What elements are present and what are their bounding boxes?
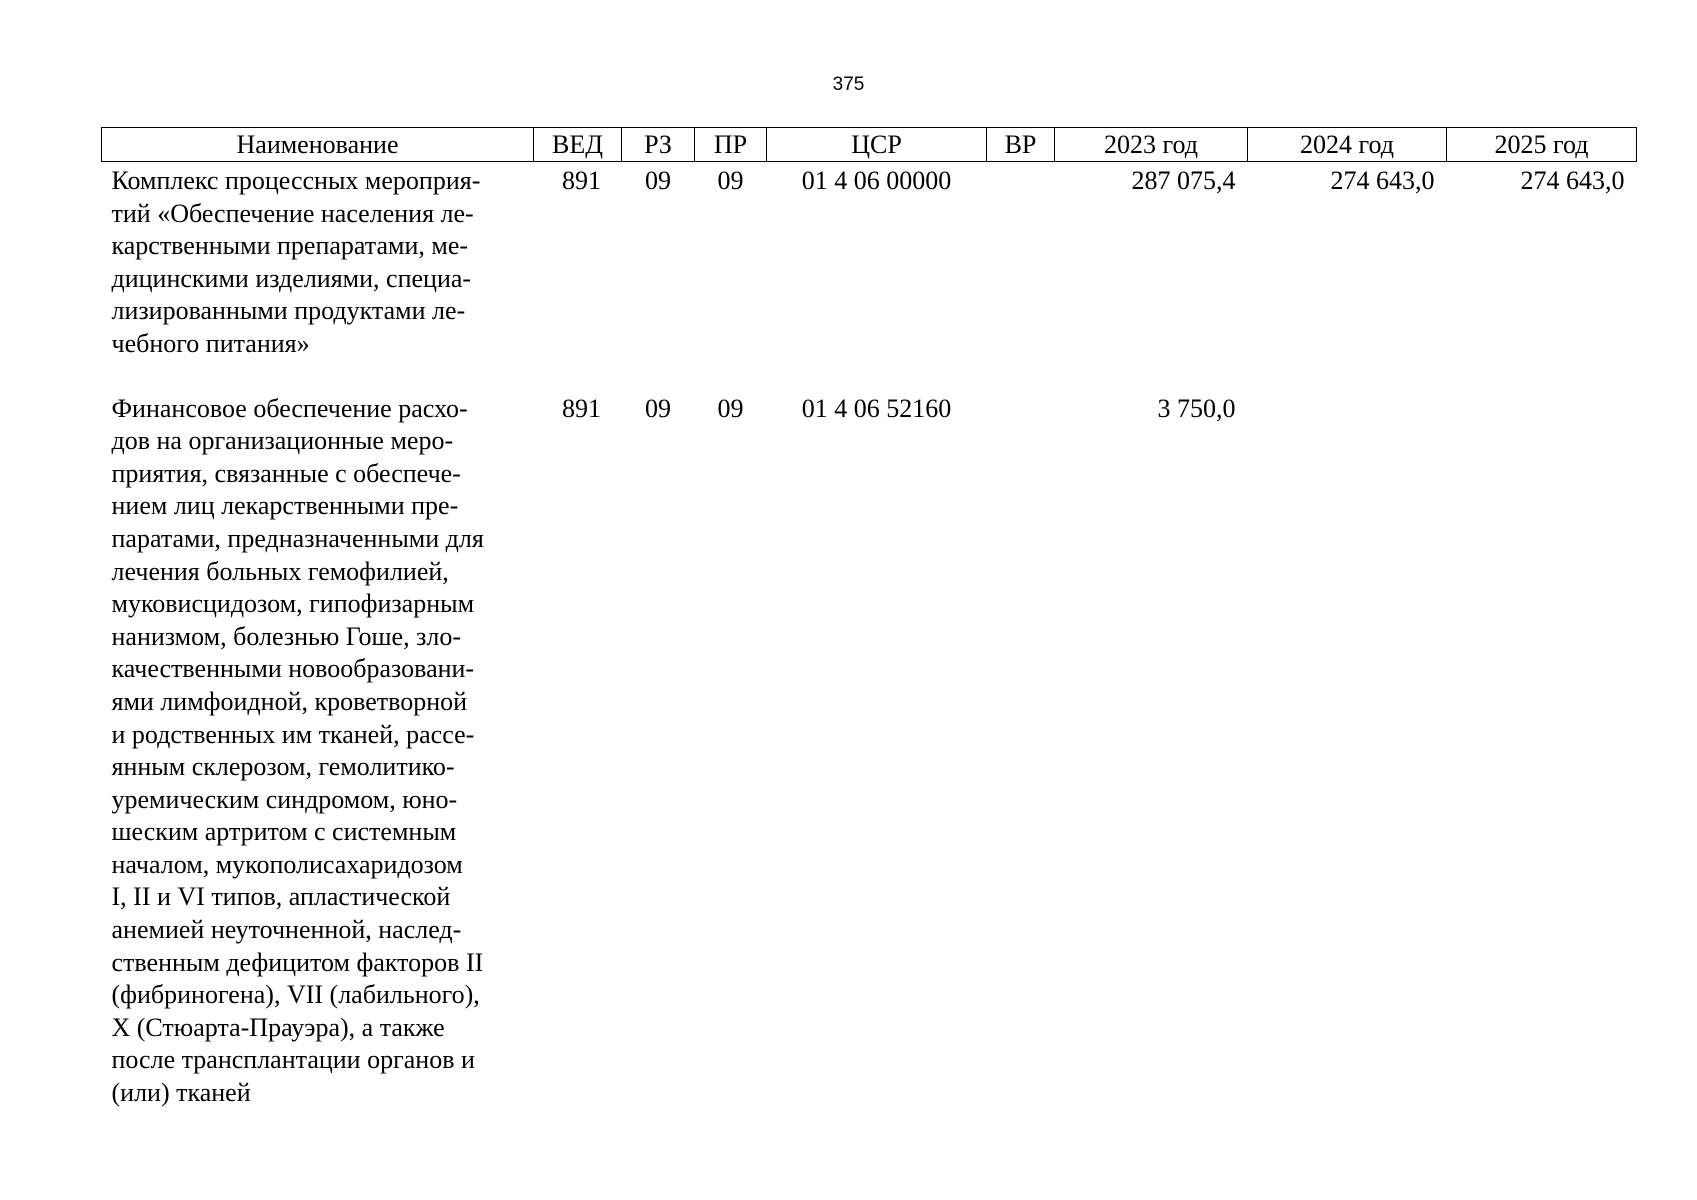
row-2023: 287 075,4 [1131, 166, 1236, 195]
name-line: анемией неуточненной, наслед- [111, 915, 462, 945]
header-csr: ЦСР [767, 128, 987, 162]
header-2024: 2024 год [1248, 128, 1447, 162]
row-2023: 3 750,0 [1157, 393, 1236, 423]
name-line: лечения больных гемофилией, [111, 556, 449, 586]
row-vr [987, 393, 1055, 1110]
name-line: ственным дефицитом факторов II [111, 947, 484, 977]
name-line: ями лимфоидной, кроветворной [111, 686, 468, 716]
row-csr: 01 4 06 00000 [801, 166, 952, 195]
row-spacer [102, 361, 1637, 393]
name-line: нием лиц лекарственными пре- [111, 491, 459, 521]
header-2023: 2023 год [1055, 128, 1248, 162]
name-line: (или) тканей [111, 1078, 251, 1108]
name-line: паратами, предназначенными для [111, 523, 484, 553]
name-line: тий «Обеспечение населения ле- [111, 198, 474, 228]
header-rz: РЗ [622, 128, 695, 162]
header-ved: ВЕД [534, 128, 622, 162]
row-name-cell [102, 393, 534, 1110]
row-2025 [1447, 393, 1637, 1110]
name-line: приятия, связанные с обеспече- [111, 458, 461, 488]
row-name-cell [102, 162, 534, 361]
row-vr [987, 162, 1055, 361]
name-line: (фибриногена), VII (лабильного), [111, 980, 480, 1010]
name-line: Финансовое обеспечение расхо- [111, 393, 468, 423]
name-line: шеским артритом с системным [111, 817, 457, 847]
name-line: чебного питания» [111, 328, 310, 358]
row-rz: 09 [645, 166, 671, 195]
name-line: качественными новообразовани- [111, 654, 475, 684]
name-line: началом, мукополисахаридозом [111, 849, 463, 879]
name-line: X (Стюарта-Прауэра), а также [111, 1012, 445, 1042]
row-rz: 09 [645, 393, 671, 423]
name-line: после трансплантации органов и [111, 1045, 475, 1075]
row-pr: 09 [717, 393, 744, 423]
header-2025: 2025 год [1447, 128, 1637, 162]
table-header-row [102, 128, 1637, 162]
name-line: дицинскими изделиями, специа- [111, 263, 472, 293]
page-number: 375 [832, 74, 865, 95]
table-row [102, 162, 1637, 361]
name-line: карственными препаратами, ме- [111, 231, 469, 261]
name-line: муковисцидозом, гипофизарным [111, 589, 475, 619]
name-line: и родственных им тканей, рассе- [111, 719, 475, 749]
budget-table [101, 127, 1637, 1110]
row-ved: 891 [562, 393, 601, 423]
name-line: Комплекс процессных мероприя- [111, 166, 481, 195]
name-line: нанизмом, болезнью Гоше, зло- [111, 621, 461, 651]
spacer-cell [102, 361, 1637, 393]
name-line: I, II и VI типов, апластической [111, 882, 451, 912]
name-line: уремическим синдромом, юно- [111, 784, 458, 814]
row-pr: 09 [717, 166, 744, 195]
table-row [102, 393, 1637, 1110]
row-csr: 01 4 06 52160 [801, 393, 952, 423]
row-2024 [1248, 393, 1447, 1110]
header-pr: ПР [695, 128, 767, 162]
name-line: лизированными продуктами ле- [111, 296, 466, 326]
header-vr: ВР [987, 128, 1055, 162]
row-2025: 274 643,0 [1520, 166, 1625, 195]
row-2024: 274 643,0 [1330, 166, 1435, 195]
row-ved: 891 [562, 166, 601, 195]
header-name: Наименование [102, 128, 534, 162]
name-line: янным склерозом, гемолитико- [111, 752, 455, 782]
name-line: дов на организационные меро- [111, 426, 454, 456]
